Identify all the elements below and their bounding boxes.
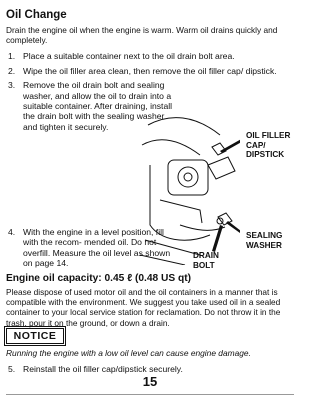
notice-badge: NOTICE	[6, 328, 64, 344]
step-text: Place a suitable container next to the oil drain bolt area.	[23, 51, 235, 62]
step-4	[6, 227, 173, 269]
step-text: Remove the oil drain bolt and sealing washer, and allow the oil to drain into a suitable container. After draining, install the drain bolt with the sealing washer and tighten it securely.	[23, 80, 173, 132]
oil-filler-cap-label: OIL FILLER CAP/ DIPSTICK	[246, 131, 291, 160]
step-number: 5.	[8, 364, 16, 374]
drain-bolt-label: DRAIN BOLT	[193, 251, 219, 270]
notice-text: Running the engine with a low oil level can cause engine damage.	[6, 348, 251, 358]
step-2	[6, 66, 296, 76]
footer-rule	[6, 394, 294, 395]
intro-paragraph: Drain the engine oil when the engine is warm. Warm oil drains quickly and completely.	[6, 25, 278, 46]
step-5	[6, 364, 303, 374]
disposal-paragraph: Please dispose of used motor oil and the oil containers in a manner that is compatible with the environment. We suggest you take used oil in a sealed container to your local service station for reclamation. Do not throw it in the trash, pour it on the ground, or down a drain.	[6, 287, 281, 328]
step-text: Reinstall the oil filler cap/dipstick securely.	[23, 364, 183, 374]
section-title: Oil Change	[6, 9, 67, 21]
step-number: 1.	[8, 51, 16, 62]
step-1	[6, 51, 296, 61]
step-text: With the engine in a level position, fill with the recom- mended oil. Do not overfill. Measure the oil level as shown on page 14.	[23, 227, 171, 269]
step-number: 4.	[8, 227, 16, 237]
step-number: 3.	[8, 80, 16, 91]
step-text: Wipe the oil filler area clean, then remove the oil filler cap/ dipstick.	[23, 65, 277, 76]
page-number: 15	[142, 374, 158, 389]
sealing-washer-label: SEALING WASHER	[246, 231, 283, 250]
step-number: 2.	[8, 65, 16, 76]
oil-capacity: Engine oil capacity: 0.45 ℓ (0.48 US qt)	[6, 273, 192, 284]
